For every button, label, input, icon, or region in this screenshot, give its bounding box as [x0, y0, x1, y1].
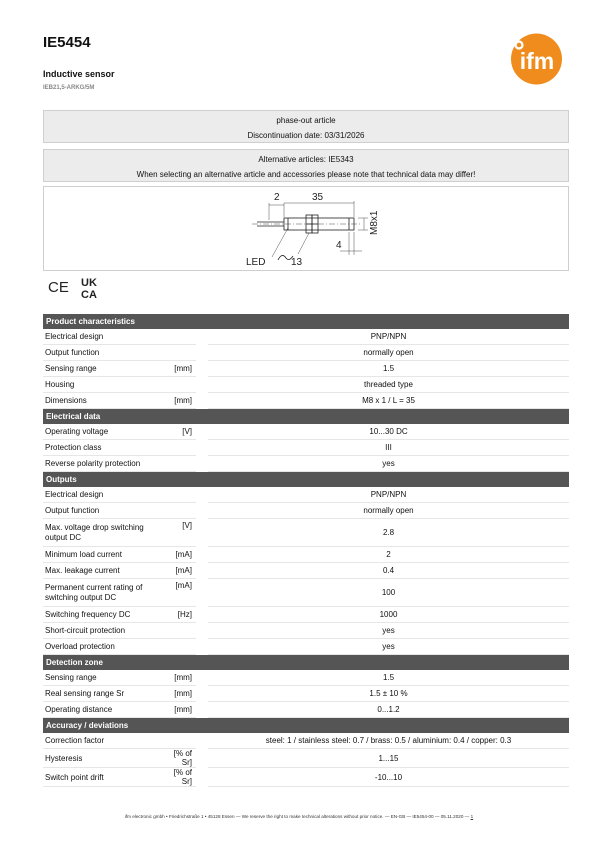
spec-gap — [196, 393, 208, 409]
spec-unit: [mA] — [168, 563, 196, 579]
spec-row — [43, 563, 569, 579]
dim-thread-label: M8x1 — [369, 210, 380, 235]
spec-label: Correction factor — [43, 733, 168, 749]
spec-value: steel: 1 / stainless steel: 0.7 / brass: 0.5 / aluminium: 0.4 / copper: 0.3 — [208, 733, 569, 749]
spec-value: -10...10 — [208, 768, 569, 787]
alternative-notice — [43, 149, 569, 182]
product-subtitle: Inductive sensor — [43, 69, 115, 79]
spec-gap — [196, 547, 208, 563]
spec-row — [43, 377, 569, 393]
spec-value: normally open — [208, 503, 569, 519]
spec-value: normally open — [208, 345, 569, 361]
spec-value: 1.5 — [208, 670, 569, 686]
spec-value: threaded type — [208, 377, 569, 393]
spec-unit: [V] — [168, 519, 196, 547]
spec-label: Operating distance — [43, 702, 168, 718]
spec-value: yes — [208, 623, 569, 639]
spec-row — [43, 424, 569, 440]
spec-value: M8 x 1 / L = 35 — [208, 393, 569, 409]
spec-gap — [196, 377, 208, 393]
spec-gap — [196, 456, 208, 472]
spec-gap — [196, 607, 208, 623]
spec-value: 1000 — [208, 607, 569, 623]
spec-unit — [168, 503, 196, 519]
spec-row — [43, 768, 569, 787]
spec-label: Max. voltage drop switching output DC — [43, 519, 168, 547]
spec-gap — [196, 579, 208, 607]
section-header — [43, 655, 569, 671]
spec-row — [43, 607, 569, 623]
spec-label: Short-circuit protection — [43, 623, 168, 639]
spec-unit: [mm] — [168, 361, 196, 377]
spec-value: 1...15 — [208, 749, 569, 768]
ce-mark-icon: CE — [48, 279, 69, 296]
spec-unit — [168, 623, 196, 639]
logo-text: ifm — [519, 48, 555, 74]
page-number: 1 — [470, 814, 474, 819]
spec-row — [43, 749, 569, 768]
spec-value: PNP/NPN — [208, 329, 569, 345]
spec-label: Output function — [43, 503, 168, 519]
specs-table — [43, 314, 569, 787]
spec-unit — [168, 456, 196, 472]
dim-4-label: 4 — [336, 240, 342, 251]
spec-value: III — [208, 440, 569, 456]
product-title: IE5454 — [43, 34, 91, 51]
page-footer — [0, 814, 598, 819]
spec-row — [43, 329, 569, 345]
spec-gap — [196, 361, 208, 377]
ukca-mark-top: UK — [81, 277, 97, 289]
spec-gap — [196, 329, 208, 345]
section-header — [43, 409, 569, 425]
sensor-drawing-svg — [44, 187, 568, 270]
spec-value: 10...30 DC — [208, 424, 569, 440]
dim-2-label: 2 — [274, 192, 280, 203]
spec-label: Overload protection — [43, 639, 168, 655]
phase-out-notice — [43, 110, 569, 143]
section-title: Product characteristics — [43, 314, 569, 329]
spec-unit: [V] — [168, 424, 196, 440]
section-header — [43, 718, 569, 734]
spec-value: 1.5 — [208, 361, 569, 377]
section-title: Outputs — [43, 472, 569, 488]
spec-unit — [168, 487, 196, 503]
spec-unit: [mA] — [168, 547, 196, 563]
spec-row — [43, 487, 569, 503]
spec-label: Minimum load current — [43, 547, 168, 563]
spec-label: Real sensing range Sr — [43, 686, 168, 702]
spec-unit: [mm] — [168, 686, 196, 702]
spec-row — [43, 547, 569, 563]
alternative-line-2: When selecting an alternative article and accessories please note that technical data may differ! — [136, 170, 476, 179]
spec-label: Output function — [43, 345, 168, 361]
ukca-mark-bottom: CA — [81, 289, 97, 301]
footer-text: ifm electronic gmbh • Friedrichstraße 1 • 45128 Essen — We reserve the right to make technical alterations without prior notice. — EN-GB — IE5454-00 — 05.11.2020 — — [124, 814, 470, 819]
spec-row — [43, 361, 569, 377]
spec-gap — [196, 623, 208, 639]
spec-gap — [196, 670, 208, 686]
spec-value: 2.8 — [208, 519, 569, 547]
spec-unit: [mm] — [168, 393, 196, 409]
spec-label: Reverse polarity protection — [43, 456, 168, 472]
spec-gap — [196, 503, 208, 519]
spec-label: Housing — [43, 377, 168, 393]
spec-gap — [196, 563, 208, 579]
spec-label: Hysteresis — [43, 749, 168, 768]
notice-line-2: Discontinuation date: 03/31/2026 — [247, 131, 365, 140]
wrench-size-label: 13 — [291, 257, 303, 268]
spec-row — [43, 623, 569, 639]
spec-unit: [mA] — [168, 579, 196, 607]
spec-value: 0...1.2 — [208, 702, 569, 718]
spec-value: PNP/NPN — [208, 487, 569, 503]
section-title: Electrical data — [43, 409, 569, 425]
spec-unit: [mm] — [168, 702, 196, 718]
spec-row — [43, 670, 569, 686]
spec-unit — [168, 377, 196, 393]
spec-gap — [196, 733, 208, 749]
spec-unit — [168, 733, 196, 749]
spec-label: Sensing range — [43, 361, 168, 377]
spec-unit — [168, 639, 196, 655]
spec-value: 100 — [208, 579, 569, 607]
spec-label: Electrical design — [43, 487, 168, 503]
spec-gap — [196, 768, 208, 787]
spec-label: Switching frequency DC — [43, 607, 168, 623]
spec-unit — [168, 329, 196, 345]
spec-row — [43, 733, 569, 749]
dim-35-label: 35 — [312, 192, 324, 203]
spec-gap — [196, 519, 208, 547]
spec-row — [43, 456, 569, 472]
led-label: LED — [246, 257, 266, 268]
spec-row — [43, 686, 569, 702]
spec-unit: [% of Sr] — [168, 768, 196, 787]
spec-unit: [mm] — [168, 670, 196, 686]
spec-unit: [% of Sr] — [168, 749, 196, 768]
spec-value: 1.5 ± 10 % — [208, 686, 569, 702]
spec-value: 2 — [208, 547, 569, 563]
spec-unit — [168, 345, 196, 361]
spec-gap — [196, 345, 208, 361]
spec-gap — [196, 440, 208, 456]
product-code: IEB21,5-ARKG/5M — [43, 85, 95, 91]
spec-value: yes — [208, 639, 569, 655]
spec-label: Operating voltage — [43, 424, 168, 440]
spec-label: Electrical design — [43, 329, 168, 345]
spec-gap — [196, 686, 208, 702]
spec-gap — [196, 424, 208, 440]
spec-unit — [168, 440, 196, 456]
spec-label: Dimensions — [43, 393, 168, 409]
dimension-drawing — [43, 186, 569, 271]
spec-value: 0.4 — [208, 563, 569, 579]
spec-label: Max. leakage current — [43, 563, 168, 579]
alternative-line-1: Alternative articles: IE5343 — [258, 155, 354, 164]
spec-unit: [Hz] — [168, 607, 196, 623]
spec-row — [43, 579, 569, 607]
spec-row — [43, 440, 569, 456]
spec-label: Permanent current rating of switching output DC — [43, 579, 168, 607]
spec-row — [43, 503, 569, 519]
spec-row — [43, 702, 569, 718]
spec-gap — [196, 749, 208, 768]
spec-gap — [196, 487, 208, 503]
spec-label: Switch point drift — [43, 768, 168, 787]
section-title: Detection zone — [43, 655, 569, 671]
spec-row — [43, 519, 569, 547]
ifm-logo — [507, 33, 566, 85]
spec-row — [43, 393, 569, 409]
section-header — [43, 472, 569, 488]
section-header — [43, 314, 569, 329]
spec-label: Sensing range — [43, 670, 168, 686]
spec-gap — [196, 639, 208, 655]
spec-row — [43, 345, 569, 361]
spec-label: Protection class — [43, 440, 168, 456]
notice-line-1: phase-out article — [276, 116, 336, 125]
certification-marks — [48, 275, 108, 301]
spec-value: yes — [208, 456, 569, 472]
section-title: Accuracy / deviations — [43, 718, 569, 734]
spec-gap — [196, 702, 208, 718]
spec-row — [43, 639, 569, 655]
